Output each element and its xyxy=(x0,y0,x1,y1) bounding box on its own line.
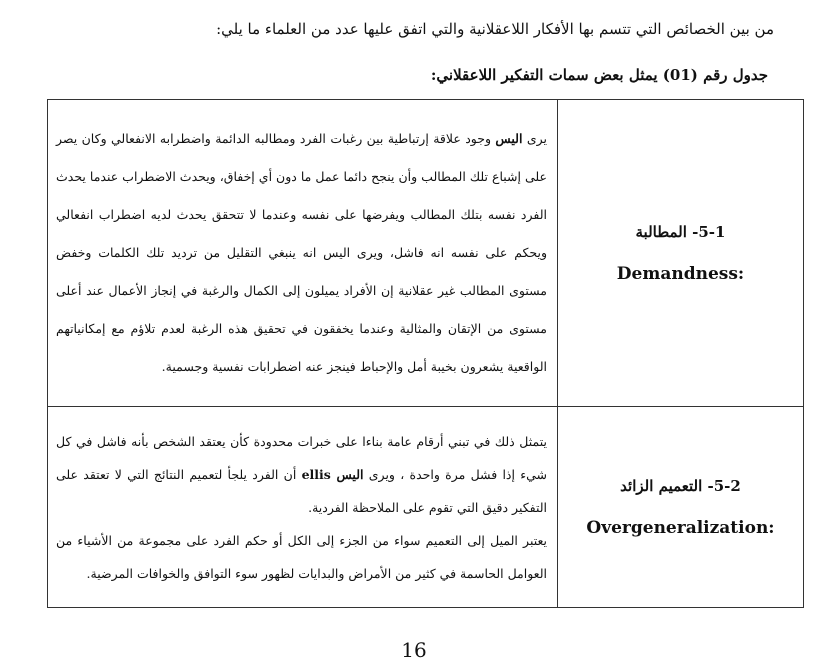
intro-paragraph: من بين الخصائص التي تتسم بها الأفكار اللاعقلانية والتي اتفق عليها عدد من العلماء ما يلي: xyxy=(216,20,774,38)
description-text: وجود علاقة إرتباطية بين رغبات الفرد ومطالبه الدائمة واضطرابه الانفعالي وكان يصر على إشباع تلك المطالب وأن ينجح دائما عمل ما دون أي إخفاق، ويحدث الاضطراب عندما يحدث الفرد نفسه بتلك المطالب ويفرضها على نفسه وعندما لا تتحقق يحدث لديه اضطراب انفعالي ويحكم على نفسه انه فاشل، ويرى اليس انه ينبغي التقليل من ترديد تلك الكلمات وخفض مستوى المطالب غير عقلانية إن الأفراد يميلون إلى الكمال والرغبة في إنجاز الأعمال عند أعلى مستوى من الإتقان والمثالية وعندما يخفقون في تحقيق هذه الرغبة لعدم تلاؤم مع إمكانياتهم الواقعية يشعرون بخيبة أمل والإحباط فينجز عنه اضطرابات نفسية وجسمية. xyxy=(56,131,547,374)
term-cell xyxy=(558,100,804,407)
table-caption: جدول رقم (01) يمثل بعض سمات التفكير اللاعقلاني: xyxy=(430,66,768,84)
description-bold-name: اليس ellis xyxy=(301,466,364,482)
description-text: يرى xyxy=(522,131,547,146)
term-cell xyxy=(558,407,804,608)
page-number: 16 xyxy=(401,638,427,662)
description-text: أن الفرد يلجأ لتعميم النتائج التي لا تعتقد على التفكير دقيق التي تقوم على الملاحظة الفردية. xyxy=(56,466,547,515)
table-row xyxy=(48,100,804,407)
traits-table xyxy=(47,99,804,608)
description-bold-name: اليس xyxy=(495,131,523,146)
term-arabic: 5-2- التعميم الزائد xyxy=(620,477,741,495)
term-english: Demandness: xyxy=(616,264,745,284)
description-cell xyxy=(48,100,558,407)
description-paragraph xyxy=(56,425,547,524)
term-english: Overgeneralization: xyxy=(586,518,775,538)
description-paragraph: يعتبر الميل إلى التعميم سواء من الجزء إلى الكل أو حكم الفرد على مجموعة من الأشياء من العوامل الحاسمة في كثير من الأمراض والبدايات لظهور سوء التوافق والخوافات المرضية. xyxy=(56,532,547,581)
term-arabic: 5-1- المطالبة xyxy=(635,223,726,241)
description-text: يتمثل ذلك في تبني أرقام عامة بناءا على خبرات محدودة كأن يعتقد الشخص بأنه فاشل في كل شيء إذا فشل مرة واحدة ، ويرى xyxy=(56,433,547,482)
table-row xyxy=(48,407,804,608)
description-cell xyxy=(48,407,558,608)
